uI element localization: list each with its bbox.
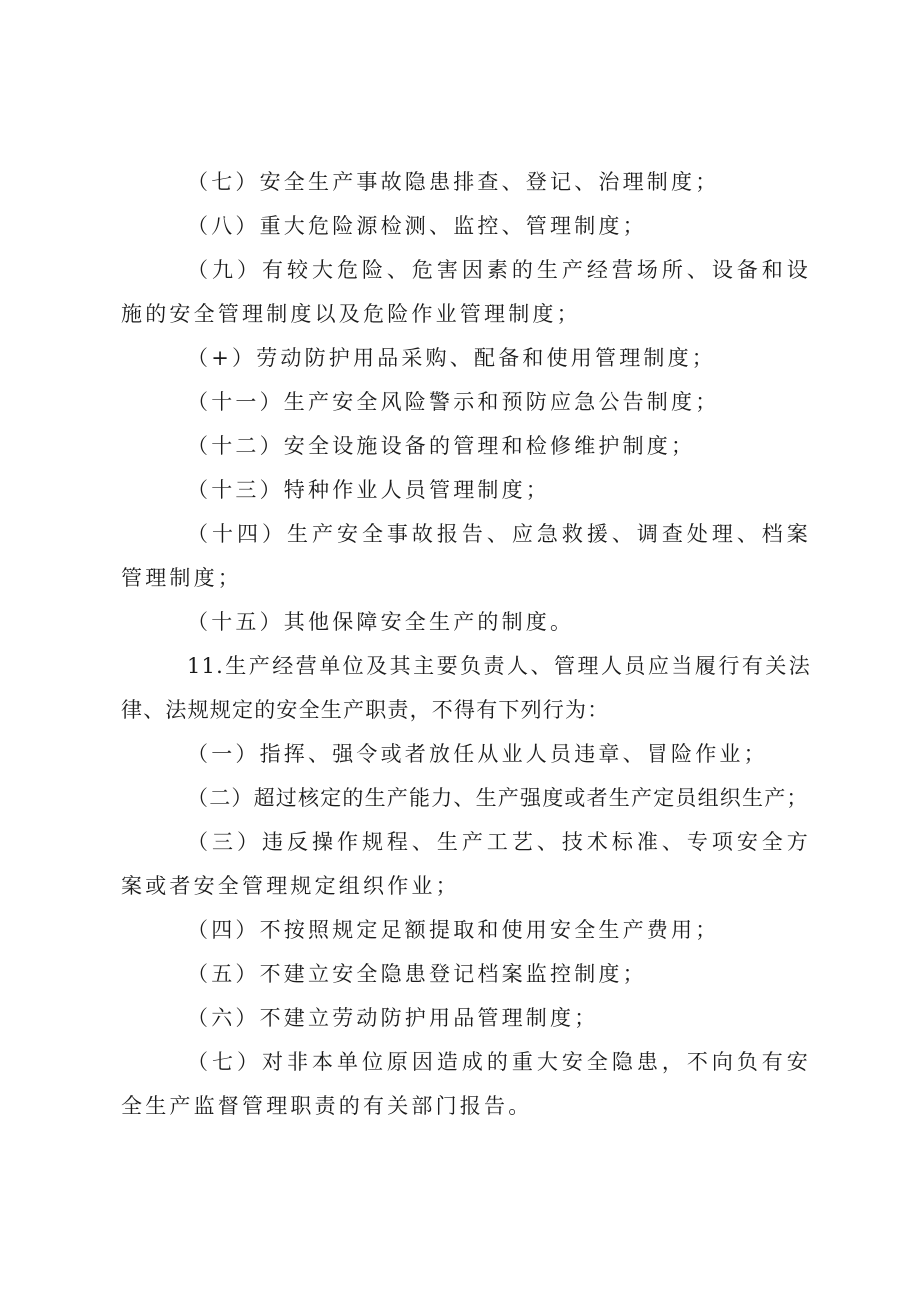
prohibited-item-4: （四）不按照规定足额提取和使用安全生产费用； [187, 918, 720, 942]
paragraph-item-10: （+）劳动防护用品采购、配备和使用管理制度； [187, 346, 716, 370]
prohibited-item-2: （二）超过核定的生产能力、生产强度或者生产定员组织生产； [187, 786, 809, 810]
prohibited-item-6: （六）不建立劳动防护用品管理制度； [187, 1006, 599, 1030]
prohibited-item-3: （三）违反操作规程、生产工艺、技术标准、专项安全方案或者安全管理规定组织作业； [121, 830, 811, 898]
paragraph-item-7: （七）安全生产事故隐患排查、登记、治理制度； [187, 170, 720, 194]
section-11-intro: 11.生产经营单位及其主要负责人、管理人员应当履行有关法律、法规规定的安全生产职责，不得有下列行为： [121, 654, 811, 722]
prohibited-item-1: （一）指挥、强令或者放任从业人员违章、冒险作业； [187, 742, 768, 766]
paragraph-item-15: （十五）其他保障安全生产的制度。 [187, 610, 575, 634]
prohibited-item-7: （七）对非本单位原因造成的重大安全隐患，不向负有安全生产监督管理职责的有关部门报告。 [121, 1050, 811, 1118]
prohibited-item-5: （五）不建立安全隐患登记档案监控制度； [187, 962, 647, 986]
paragraph-item-8: （八）重大危险源检测、监控、管理制度； [187, 214, 647, 238]
paragraph-item-11: （十一）生产安全风险警示和预防应急公告制度； [187, 390, 720, 414]
paragraph-item-9: （九）有较大危险、危害因素的生产经营场所、设备和设施的安全管理制度以及危险作业管理制度； [121, 258, 811, 326]
document-body [121, 160, 811, 1128]
paragraph-item-14: （十四）生产安全事故报告、应急救援、调查处理、档案管理制度； [121, 522, 811, 590]
paragraph-item-12: （十二）安全设施设备的管理和检修维护制度； [187, 434, 696, 458]
paragraph-item-13: （十三）特种作业人员管理制度； [187, 478, 550, 502]
